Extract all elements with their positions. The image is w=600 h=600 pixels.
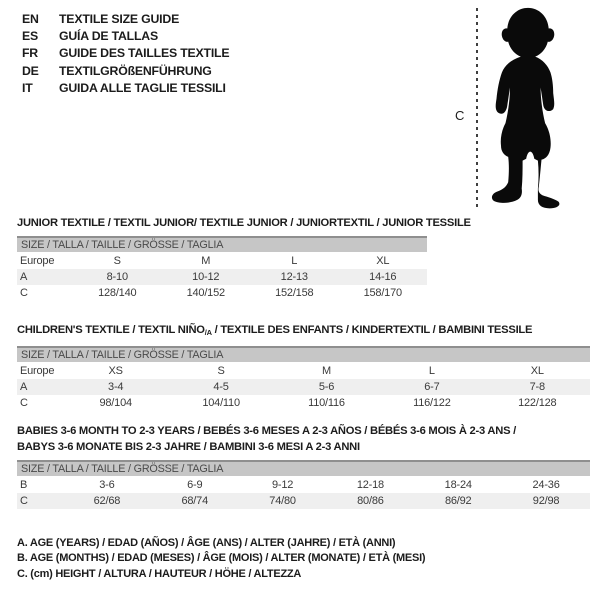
cell: 7-8 xyxy=(529,381,545,393)
language-code: ES xyxy=(22,29,39,44)
table-row xyxy=(17,363,590,379)
heading-text: CHILDREN'S TEXTILE / TEXTIL NIÑO xyxy=(17,324,205,336)
cell: M xyxy=(201,255,211,267)
table-row xyxy=(17,285,427,301)
cell: 158/170 xyxy=(363,287,402,299)
table-row xyxy=(17,269,427,285)
cell: 10-12 xyxy=(192,271,220,283)
language-row xyxy=(22,28,229,45)
baby-silhouette-icon xyxy=(483,7,573,213)
heading-line1: BABIES 3-6 MONTH TO 2-3 YEARS / BEBÉS 3-6 MESES A 2-3 AÑOS / BÉBÉS 3-6 MOIS À 2-3 ANS / xyxy=(17,425,517,437)
cell: 104/110 xyxy=(202,397,240,409)
cell: 116/122 xyxy=(413,397,451,409)
language-code: IT xyxy=(22,80,33,95)
cell: 4-5 xyxy=(213,381,229,393)
children-size-table xyxy=(17,346,590,411)
cell: 14-16 xyxy=(369,271,397,283)
table-row xyxy=(17,493,590,509)
language-title-block xyxy=(22,11,229,97)
table-row xyxy=(17,253,427,269)
heading-subscript: /A xyxy=(204,328,212,337)
cell: 8-10 xyxy=(106,271,128,283)
cell: 152/158 xyxy=(275,287,314,299)
cell: L xyxy=(428,365,435,377)
heading-text: / TEXTILE DES ENFANTS / KINDERTEXTIL / BAMBINI TESSILE xyxy=(211,324,533,336)
children-table xyxy=(17,363,590,411)
height-dashed-line xyxy=(476,8,478,211)
cell: M xyxy=(321,365,331,377)
cell: 140/152 xyxy=(186,287,225,299)
cell: S xyxy=(113,255,121,267)
language-title: GUIDE DES TAILLES TEXTILE xyxy=(59,46,230,61)
junior-section-heading: JUNIOR TEXTILE / TEXTIL JUNIOR/ TEXTILE JUNIOR / JUNIORTEXTIL / JUNIOR TESSILE xyxy=(17,217,471,229)
footnotes-block xyxy=(17,536,425,582)
language-code: DE xyxy=(22,63,39,78)
cell: 12-13 xyxy=(280,271,308,283)
cell: 9-12 xyxy=(271,479,294,491)
cell: 80/86 xyxy=(357,495,384,507)
table-row xyxy=(17,395,590,411)
cell: 68/74 xyxy=(181,495,208,507)
cell: XL xyxy=(530,365,544,377)
language-code: EN xyxy=(22,12,39,26)
cell: 74/80 xyxy=(269,495,296,507)
cell: 24-36 xyxy=(532,479,560,491)
language-code: FR xyxy=(22,46,38,61)
row-label: C xyxy=(20,397,28,409)
row-label: A xyxy=(20,381,28,393)
babies-section-heading xyxy=(17,424,516,455)
language-row xyxy=(22,63,229,80)
table-row xyxy=(17,379,590,395)
cell: 6-7 xyxy=(424,381,440,393)
row-label: C xyxy=(20,287,28,299)
children-section-heading xyxy=(17,324,532,339)
cell: 98/104 xyxy=(99,397,132,409)
cell: XS xyxy=(108,365,123,377)
junior-table xyxy=(17,253,427,301)
cell: L xyxy=(291,255,298,267)
cell: 92/98 xyxy=(532,495,560,507)
cell: 3-4 xyxy=(108,381,124,393)
heading-line2: BABYS 3-6 MONATE BIS 2-3 JAHRE / BAMBINI 3-6 MESI A 2-3 ANNI xyxy=(17,440,360,453)
cell: 62/68 xyxy=(93,495,121,507)
cell: XL xyxy=(376,255,390,267)
footnote-b: B. AGE (MONTHS) / EDAD (MESES) / ÂGE (MOIS) / ALTER (MONATE) / ETÀ (MESI) xyxy=(17,552,426,565)
table-row xyxy=(17,477,590,493)
measure-c-label: C xyxy=(455,108,465,123)
footnote-a: A. AGE (YEARS) / EDAD (AÑOS) / ÂGE (ANS) / ALTER (JAHRE) / ETÀ (ANNI) xyxy=(17,537,396,549)
babies-size-table xyxy=(17,460,590,509)
row-label: B xyxy=(20,479,28,491)
footnote-c: C. (cm) HEIGHT / ALTURA / HAUTEUR / HÖHE / ALTEZZA xyxy=(17,567,302,580)
language-title: TEXTILE SIZE GUIDE xyxy=(59,12,180,26)
row-label: C xyxy=(20,495,28,507)
language-title: TEXTILGRÖßENFÜHRUNG xyxy=(59,63,212,78)
cell: 3-6 xyxy=(99,479,115,491)
cell: 18-24 xyxy=(444,479,472,491)
row-label: Europe xyxy=(20,255,55,267)
cell: 6-9 xyxy=(187,479,203,491)
cell: 122/128 xyxy=(518,397,557,409)
size-header-bar: SIZE / TALLA / TAILLE / GRÖSSE / TAGLIA xyxy=(17,460,590,476)
babies-table xyxy=(17,477,590,509)
cell: 12-18 xyxy=(356,479,384,491)
language-row xyxy=(22,45,229,62)
row-label: A xyxy=(20,271,28,283)
junior-size-table xyxy=(17,236,427,301)
language-title: GUIDA ALLE TAGLIE TESSILI xyxy=(59,80,226,95)
cell: 128/140 xyxy=(98,287,137,299)
size-header-bar: SIZE / TALLA / TAILLE / GRÖSSE / TAGLIA xyxy=(17,346,590,362)
cell: 110/116 xyxy=(308,397,345,409)
row-label: Europe xyxy=(20,365,55,377)
cell: S xyxy=(217,365,225,377)
size-header-bar: SIZE / TALLA / TAILLE / GRÖSSE / TAGLIA xyxy=(17,236,427,252)
cell: 86/92 xyxy=(444,495,472,507)
language-row xyxy=(22,11,229,28)
language-row xyxy=(22,80,229,97)
language-title: GUÍA DE TALLAS xyxy=(59,29,158,44)
cell: 5-6 xyxy=(318,381,335,393)
